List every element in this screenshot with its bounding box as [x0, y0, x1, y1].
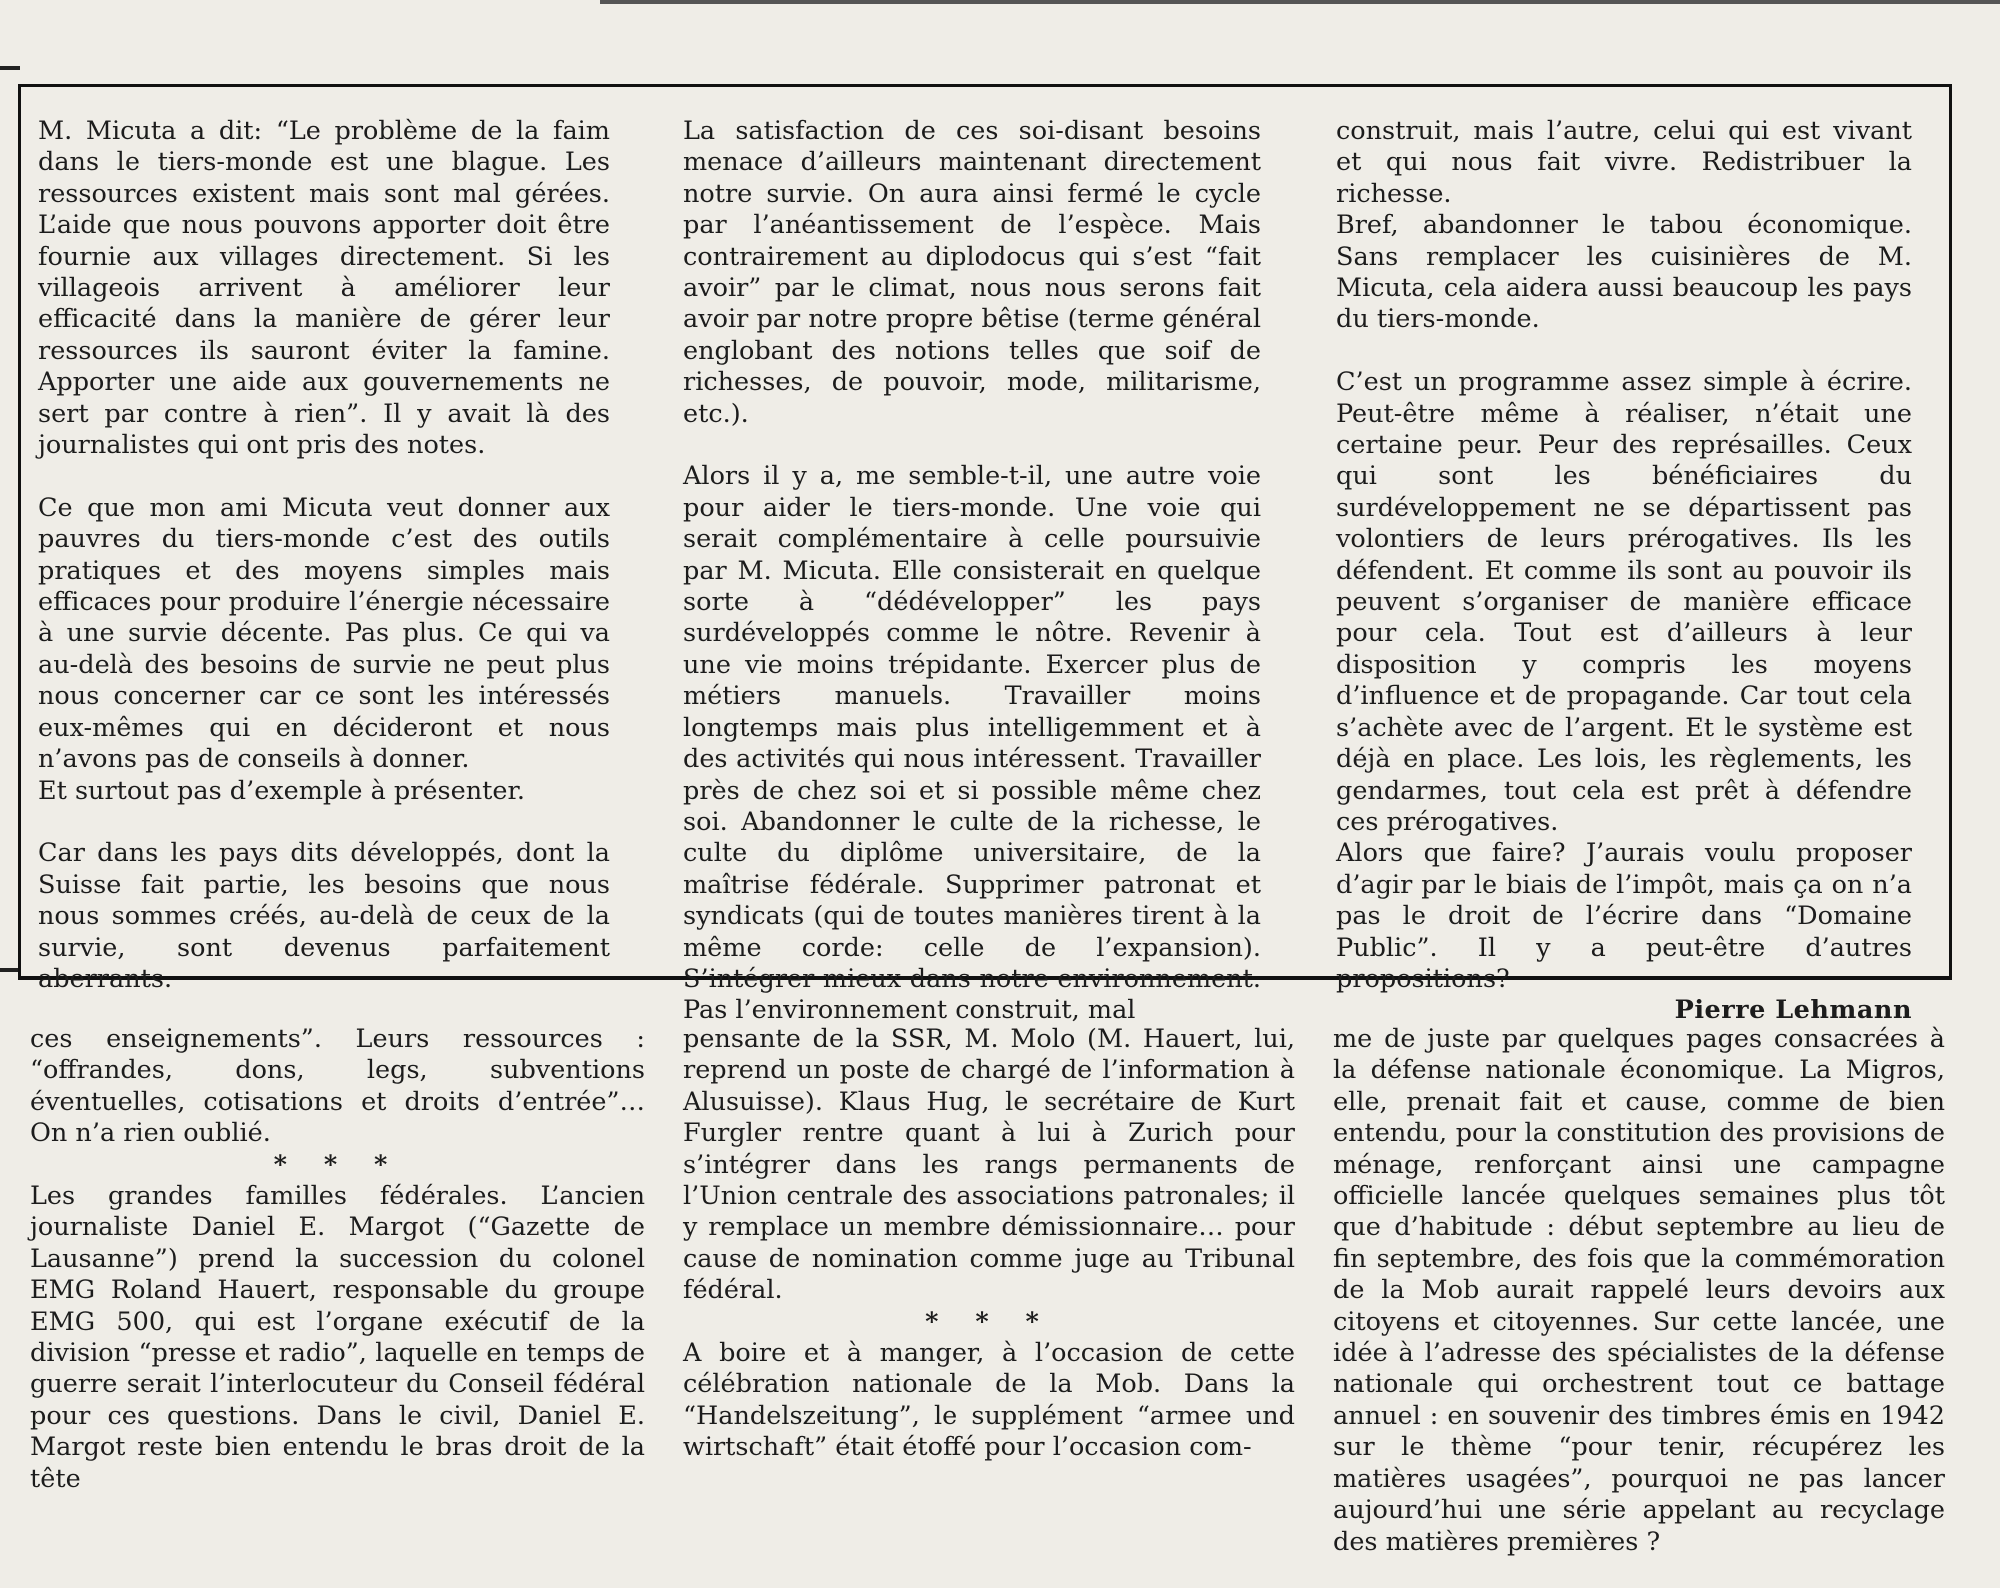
boxed-article-column-2: [683, 116, 1261, 1027]
paragraph: Ce que mon ami Micuta veut donner aux pauvres du tiers-monde c’est des outils pratiques et des moyens simples mais efficaces pour produire l’énergie nécessaire à une survie décente. Pas plus. Ce qui va au-delà des besoins de survie ne peut plus nous concerner car ce sont les intéressés eux-mêmes qui en décideront et nous n’avons pas de conseils à donner.: [38, 492, 610, 775]
lower-column-1: [30, 1024, 645, 1495]
paragraph: Les grandes familles fédérales. L’ancien journaliste Daniel E. Margot (“Gazette de Lausanne”) prend la succession du colonel EMG Roland Hauert, responsable du groupe EMG 500, qui est l’organe exécutif de la division “presse et radio”, laquelle en temps de guerre serait l’interlocuteur du Conseil fédéral pour ces questions. Dans le civil, Daniel E. Margot reste bien entendu le bras droit de la tête: [30, 1181, 645, 1494]
paragraph: Bref, abandonner le tabou économique. Sans remplacer les cuisinières de M. Micuta, cela aidera aussi beaucoup les pays du tiers-monde.: [1336, 210, 1912, 335]
paragraph: A boire et à manger, à l’occasion de cette célébration nationale de la Mob. Dans la “Handelszeitung”, le supplément “armee und wirtschaft” était étoffé pour l’occasion com-: [683, 1338, 1295, 1463]
section-separator: * * *: [273, 1149, 402, 1180]
margin-tick: [0, 66, 20, 70]
paragraph: M. Micuta a dit: “Le problème de la faim dans le tiers-monde est une blague. Les ressources existent mais sont mal gérées. L’aide que nous pouvons apporter doit être fournie aux villages directement. Si les villageois arrivent à améliorer leur efficacité dans la manière de gérer leur ressources ils sauront éviter la famine. Apporter une aide aux gouvernements ne sert par contre à rien”. Il y avait là des journalistes qui ont pris des notes.: [38, 116, 610, 461]
paragraph: Car dans les pays dits développés, dont la Suisse fait partie, les besoins que nous nous sommes créés, au-delà de ceux de la survie, sont devenus parfaitement aberrants.: [38, 838, 610, 994]
boxed-article-column-3: [1336, 116, 1912, 1027]
lower-column-3: [1333, 1024, 1945, 1558]
paragraph: construit, mais l’autre, celui qui est vivant et qui nous fait vivre. Redistribuer la richesse.: [1336, 116, 1912, 209]
paragraph: me de juste par quelques pages consacrées à la défense nationale économique. La Migros, elle, prenait fait et cause, comme de bien entendu, pour la constitution des provisions de ménage, renforçant ainsi une campagne officielle lancée quelques semaines plus tôt que d’habitude : début septembre au lieu de fin septembre, des fois que la commémoration de la Mob aurait rappelé leurs devoirs aux citoyens et citoyennes. Sur cette lancée, une idée à l’adresse des spécialistes de la défense nationale qui orchestrent tout ce battage annuel : en souvenir des timbres émis en 1942 sur le thème “pour tenir, récupérez les matières usagées”, pourquoi ne pas lancer aujourd’hui une série appelant au recyclage des matières premières ?: [1333, 1024, 1945, 1557]
paragraph: La satisfaction de ces soi-disant besoins menace d’ailleurs maintenant directement notre survie. On aura ainsi fermé le cycle par l’anéantissement de l’espèce. Mais contrairement au diplodocus qui s’est “fait avoir” par le climat, nous nous serons fait avoir par notre propre bêtise (terme général englobant des notions telles que soif de richesses, de pouvoir, mode, militarisme, etc.).: [683, 116, 1261, 429]
author-signature: Pierre Lehmann: [1674, 995, 1912, 1026]
boxed-article-column-1: [38, 116, 610, 995]
paragraph: Et surtout pas d’exemple à présenter.: [38, 775, 525, 806]
paragraph: pensante de la SSR, M. Molo (M. Hauert, lui, reprend un poste de chargé de l’information à Alusuisse). Klaus Hug, le secrétaire de Kurt Furgler rentre quant à lui à Zurich pour s’intégrer dans les rangs permanents de l’Union centrale des associations patronales; il y remplace un membre démissionnaire… pour cause de nomination comme juge au Tribunal fédéral.: [683, 1024, 1295, 1306]
paragraph: Alors que faire? J’aurais voulu proposer d’agir par le biais de l’impôt, mais ça on n’a pas le droit de l’écrire dans “Domaine Public”. Il y a peut-être d’autres propositions?: [1336, 838, 1912, 994]
margin-tick: [0, 968, 20, 972]
lower-column-2: [683, 1024, 1295, 1464]
top-rule: [600, 0, 2000, 4]
section-separator: * * *: [925, 1306, 1053, 1337]
paragraph: Alors il y a, me semble-t-il, une autre voie pour aider le tiers-monde. Une voie qui serait complémentaire à celle poursuivie par M. Micuta. Elle consisterait en quelque sorte à “dédévelopper” les pays surdéveloppés comme le nôtre. Revenir à une vie moins trépidante. Exercer plus de métiers manuels. Travailler moins longtemps mais plus intelligemment et à des activités qui nous intéressent. Travailler près de chez soi et si possible même chez soi. Abandonner le culte de la richesse, le culte du diplôme universitaire, de la maîtrise fédérale. Supprimer patronat et syndicats (qui de toutes manières tirent à la même corde: celle de l’expansion). S’intégrer mieux dans notre environnement. Pas l’environnement construit, mal: [683, 461, 1261, 1026]
paragraph: C’est un programme assez simple à écrire. Peut-être même à réaliser, n’était une certaine peur. Peur des représailles. Ceux qui sont les bénéficiaires du surdéveloppement ne se départissent pas volontiers de leurs prérogatives. Ils les défendent. Et comme ils sont au pouvoir ils peuvent s’organiser de manière efficace pour cela. Tout est d’ailleurs à leur disposition y compris les moyens d’influence et de propagande. Car tout cela s’achète avec de l’argent. Et le système est déjà en place. Les lois, les règlements, les gendarmes, tout cela est prêt à défendre ces prérogatives.: [1336, 367, 1912, 837]
paragraph: ces enseignements”. Leurs ressources : “offrandes, dons, legs, subventions éventuelles, cotisations et droits d’entrée”… On n’a rien oublié.: [30, 1024, 645, 1149]
